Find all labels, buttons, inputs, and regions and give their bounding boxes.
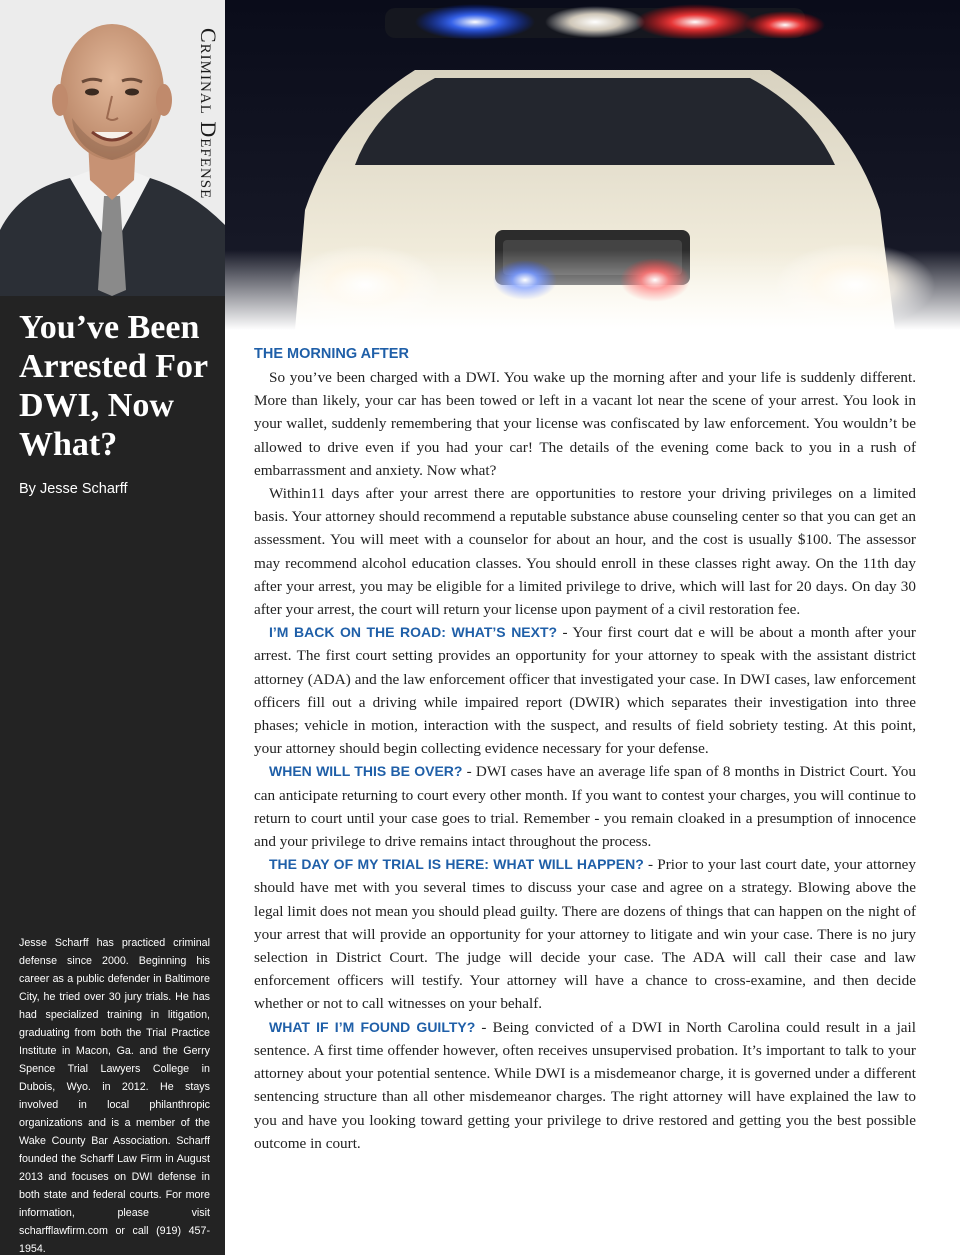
paragraph-trial-day-text: - Prior to your last court date, your attorney should have met with you several times to discuss your case and agree on a strategy. Blowing above the legal limit does not mean you should plead guilty. There are dozens of things that can happen on the night of your arrest that will provide an opportunity for your attorney to litigate and win your case. There is no jury selection in District Court. The judge will decide your case. The ADA will call their case and law enforcement officers will testify. Your attorney will have a chance to cross-examine, and then decide whether or not to call witnesses on your behalf. [254,856,917,1013]
paragraph-1: So you’ve been charged with a DWI. You wake up the morning after and your life is suddenly different. More than likely, your car has been towed or left in a vacant lot near the scene of your arrest. You look in your wallet, suddenly remembering that your license was confiscated by law enforcement. You wouldn’t be allowed to drive even if you had your car! The details of the evening come back to you in a rush of embarrassment and anxiety. Now what? [254,369,916,479]
police-car-illustration [225,0,960,330]
paragraph-found-guilty-text: - Being convicted of a DWI in North Carolina could result in a jail sentence. A first time offender however, often receives unsupervised probation. It’s important to talk to your attorney about your potential sentence. While DWI is a misdemeanor charge, it is governed under a different sentencing structure than all other misdemeanor charges. The right attorney will have explained the law to you and have you looking toward getting your privilege to drive restored and getting you the best possible outcome in court. [254,1018,916,1152]
author-bio: Jesse Scharff has practiced criminal defense since 2000. Beginning his career as a public defender in Baltimore City, he tried over 30 jury trials. He has had specialized training in litigation, graduating from both the Trial Practice Institute in Macon, Ga. and the Gerry Spence Trial Lawyers College in Dubois, Wyo. in 2012. He stays involved in local philanthropic organizations and is a member of the Wake County Bar Association. Scharff founded the Scharff Law Firm in August 2013 and focuses on DWI defense in both state and federal courts. For more information, please visit scharfflawfirm.com or call (919) 457-1954. [19,937,210,1255]
subheading-back-on-road: I’M BACK ON THE ROAD: WHAT’S NEXT? [269,624,558,641]
paragraph-when-over [254,760,916,853]
subheading-trial-day: THE DAY OF MY TRIAL IS HERE: WHAT WILL HAPPEN? [269,856,644,873]
paragraph-found-guilty [254,1016,916,1155]
article-headline: You’ve Been Arrested For DWI, Now What? [19,309,208,463]
sidebar [0,0,225,1255]
paragraph-2: Within11 days after your arrest there are opportunities to restore your driving privileges on a limited basis. Your attorney should recommend a reputable substance abuse counseling center so that you can get an assessment. You will meet with a counselor for about an hour, and the cost is usually $100. The assessor may recommend alcohol education classes. You should enroll in these classes right away. On the 11th day after your arrest, you may be eligible for a limited privilege to drive, which will last for 20 days. On day 30 after your arrest, the court will return your license upon payment of a civil restoration fee. [254,485,916,619]
byline: By Jesse Scharff [19,481,128,497]
subheading-found-guilty: WHAT IF I’M FOUND GUILTY? [269,1018,476,1035]
article-body [254,343,916,1155]
section-label: Criminal Defense [196,28,221,200]
paragraph-trial-day [254,853,916,1015]
author-portrait-illustration [0,0,225,296]
paragraph-when-over-text: - DWI cases have an average life span of 8 months in District Court. You can anticipate returning to court every other month. If you want to contest your charges, you will continue to return to court until your case goes to trial. Remember - you remain cloaked in a presumption of innocence and your privilege to drive remains intact throughout the process. [254,763,916,851]
section-heading-morning-after: THE MORNING AFTER [254,346,409,362]
paragraph-back-on-road [254,621,916,760]
paragraph-back-on-road-text: - Your first court dat e will be about a month after your arrest. The first court setting provides an opportunity for your attorney to speak with the assistant district attorney (ADA) and the law enforcement officer that investigated your case. In DWI cases, law enforcement officers fill out a driving while impaired report (DWIR) which separates their investigation into three phases; vehicle in motion, interaction with the suspect, and results of field sobriety testing. At this point, your attorney should begin collecting evidence necessary for your defense. [254,624,916,758]
subheading-when-over: WHEN WILL THIS BE OVER? [269,763,463,780]
hero-image [225,0,960,330]
author-photo [0,0,225,296]
